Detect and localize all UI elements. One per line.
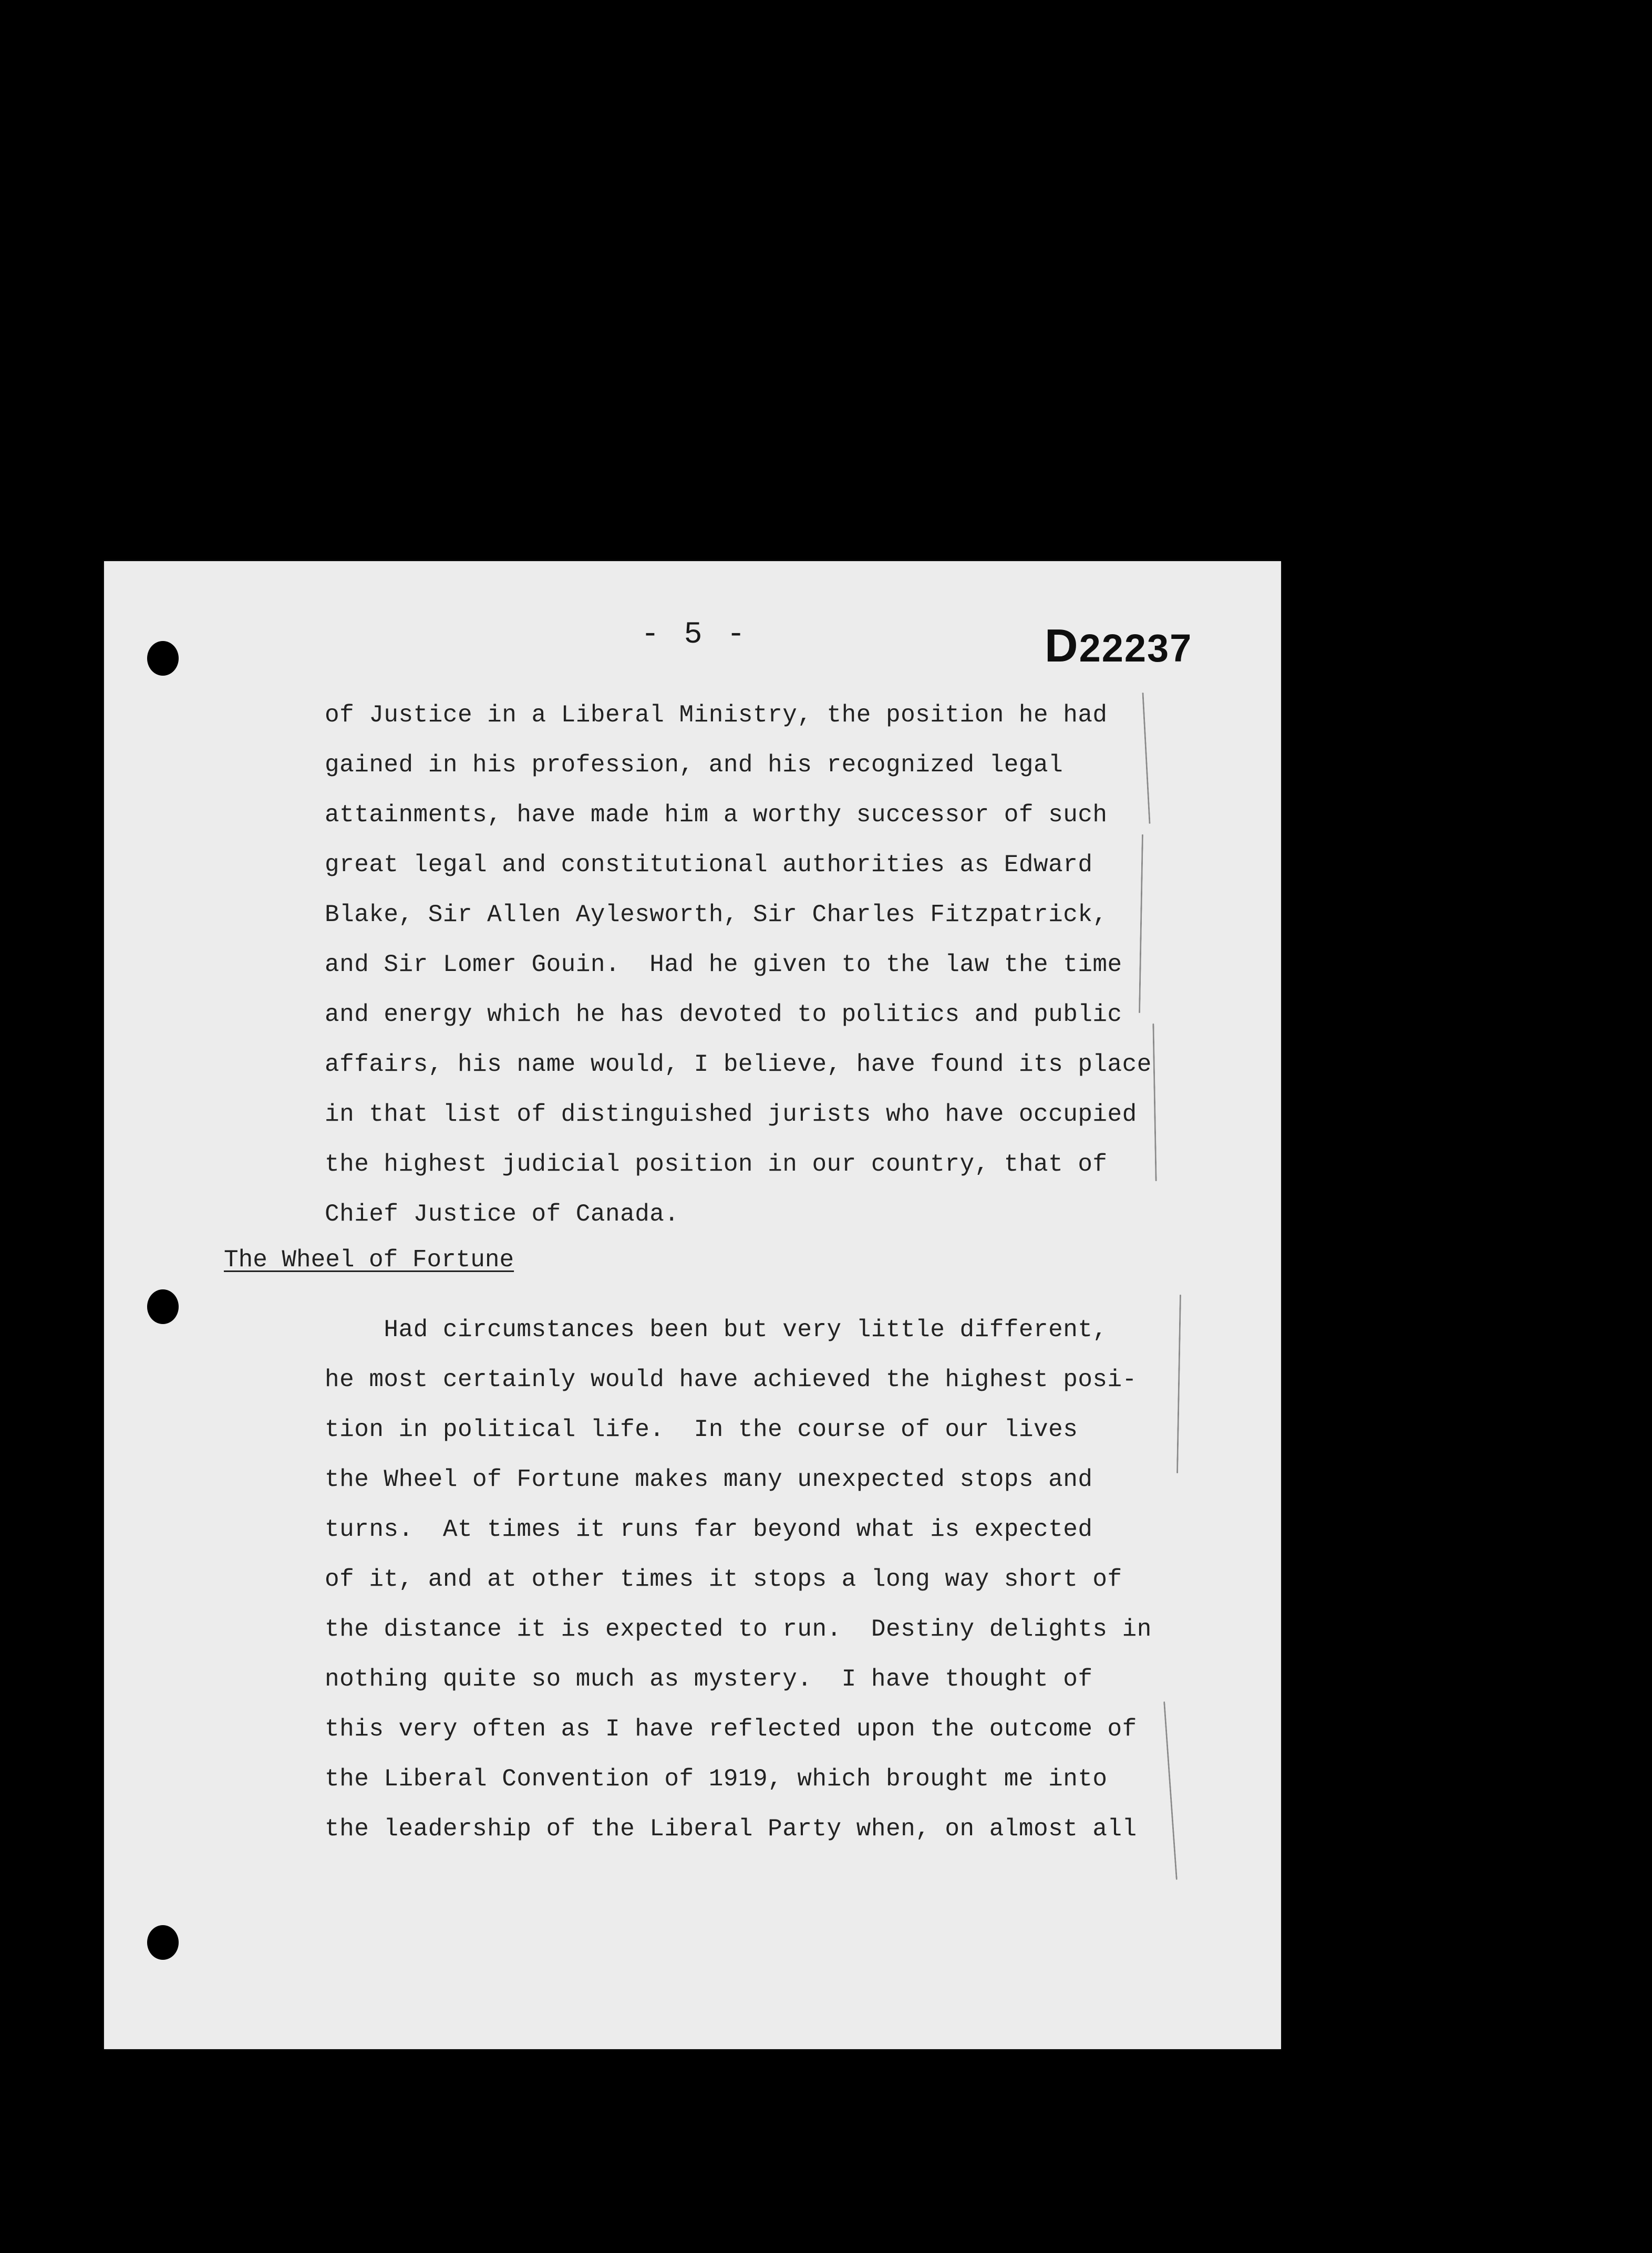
margin-pencil-mark [1152,1024,1157,1181]
text-line: in that list of distinguished jurists who have occupied [325,1101,1137,1128]
text-line: of it, and at other times it stops a long way short of [325,1566,1122,1593]
text-line: he most certainly would have achieved the highest posi- [325,1366,1137,1393]
text-line: attainments, have made him a worthy successor of such [325,801,1108,829]
text-line: the leadership of the Liberal Party when, on almost all [325,1815,1137,1843]
text-line: and Sir Lomer Gouin. Had he given to the law the time [325,951,1122,978]
text-line: the Wheel of Fortune makes many unexpected stops and [325,1466,1093,1493]
section-heading: The Wheel of Fortune [224,1246,514,1274]
stamp-number: 22237 [1079,626,1193,670]
text-line: affairs, his name would, I believe, have found its place [325,1051,1152,1078]
punch-hole [147,641,179,676]
document-stamp [1045,619,1192,673]
document-page [104,561,1281,2049]
text-line: and energy which he has devoted to politics and public [325,1001,1122,1028]
margin-pencil-mark [1142,693,1150,824]
page-number: - 5 - [641,618,749,652]
text-line: Blake, Sir Allen Aylesworth, Sir Charles Fitzpatrick, [325,901,1108,928]
text-line: Had circumstances been but very little different, [325,1316,1108,1343]
text-line: turns. At times it runs far beyond what is expected [325,1516,1093,1543]
text-line: of Justice in a Liberal Ministry, the position he had [325,701,1108,729]
text-line: the Liberal Convention of 1919, which brought me into [325,1765,1108,1793]
text-line: this very often as I have reflected upon the outcome of [325,1715,1137,1743]
text-line: gained in his profession, and his recognized legal [325,751,1064,779]
text-line: tion in political life. In the course of our lives [325,1416,1078,1443]
margin-pencil-mark [1163,1701,1178,1879]
text-line: great legal and constitutional authorities as Edward [325,851,1093,879]
punch-hole [147,1289,179,1324]
margin-pencil-mark [1176,1295,1181,1473]
margin-pencil-mark [1139,834,1143,1013]
text-line: the highest judicial position in our country, that of [325,1151,1108,1178]
text-line: Chief Justice of Canada. [325,1201,679,1228]
stamp-prefix: D [1045,619,1079,671]
text-line: nothing quite so much as mystery. I have thought of [325,1666,1093,1693]
punch-hole [147,1925,179,1960]
text-line: the distance it is expected to run. Destiny delights in [325,1616,1152,1643]
